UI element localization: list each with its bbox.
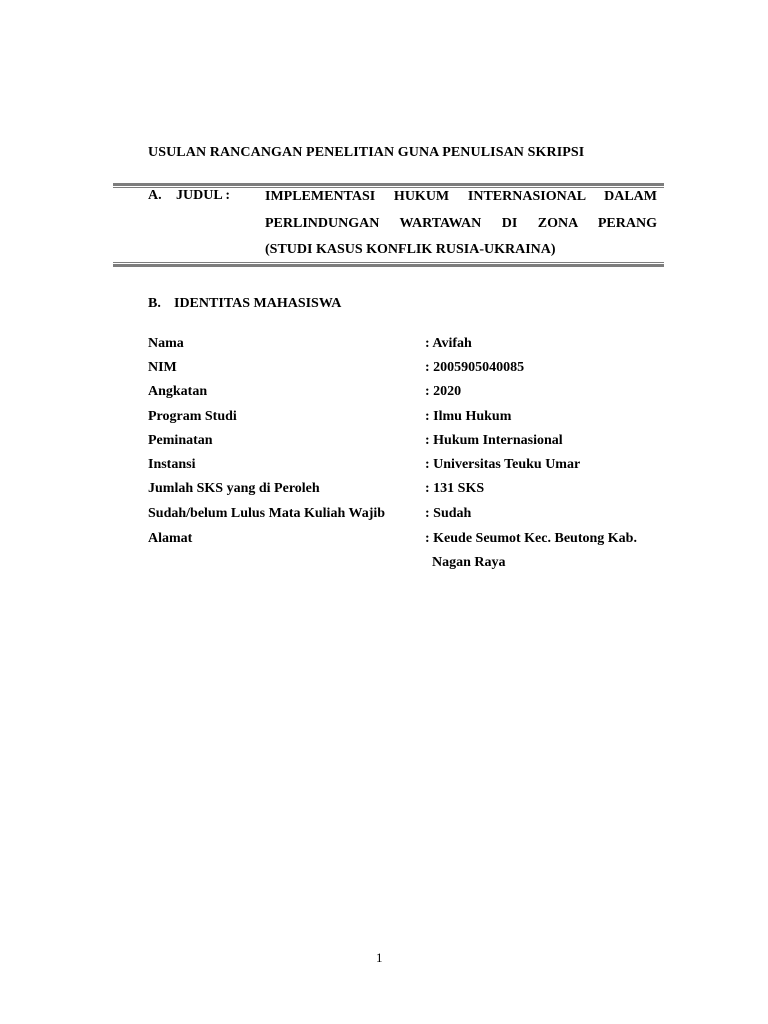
field-value: : 2020: [425, 384, 462, 400]
field-value: : Universitas Teuku Umar: [425, 456, 581, 472]
research-title-line: PERLINDUNGAN WARTAWAN DI ZONA PERANG: [265, 215, 657, 231]
field-label: Program Studi: [148, 408, 237, 424]
field-label: Alamat: [148, 531, 193, 547]
section-b-letter: B.: [148, 296, 161, 311]
research-title-line: IMPLEMENTASI HUKUM INTERNASIONAL DALAM: [265, 189, 657, 204]
rule-thin-line: [113, 262, 664, 263]
identity-row-nama: [148, 334, 658, 358]
field-value: : Sudah: [425, 506, 472, 522]
field-value: : 131 SKS: [425, 481, 485, 497]
identity-row-alamat: [148, 529, 658, 571]
field-label: Sudah/belum Lulus Mata Kuliah Wajib: [148, 506, 386, 522]
student-identity-list: [148, 334, 658, 571]
field-label: Jumlah SKS yang di Peroleh: [148, 481, 320, 497]
identity-row-program-studi: [148, 407, 658, 431]
section-b-title: IDENTITAS MAHASISWA: [174, 296, 342, 311]
identity-row-peminatan: [148, 431, 658, 455]
page-number: 1: [376, 950, 383, 965]
field-value: : 2005905040085: [425, 360, 525, 376]
identity-row-nim: [148, 358, 658, 382]
research-title: [265, 184, 657, 264]
address-line: : Keude Seumot Kec. Beutong Kab.: [425, 531, 637, 547]
section-a-label: [148, 188, 230, 204]
field-label: Nama: [148, 336, 184, 351]
title-rule-bottom: [113, 262, 664, 267]
field-label: NIM: [148, 360, 177, 376]
field-label: Angkatan: [148, 384, 208, 400]
field-value-address: [425, 529, 637, 572]
section-b-heading: [148, 296, 341, 312]
field-value: : Hukum Internasional: [425, 432, 563, 448]
judul-label: JUDUL :: [176, 188, 231, 203]
research-title-line: (STUDI KASUS KONFLIK RUSIA-UKRAINA): [265, 242, 556, 257]
field-value: : Ilmu Hukum: [425, 408, 512, 424]
field-value: : Avifah: [425, 336, 472, 351]
document-title: USULAN RANCANGAN PENELITIAN GUNA PENULISAN SKRIPSI: [148, 145, 585, 160]
field-label: Instansi: [148, 456, 196, 472]
identity-row-jumlah-sks: [148, 479, 658, 504]
rule-thick-line: [113, 264, 664, 267]
identity-row-instansi: [148, 455, 658, 479]
section-a-letter: A.: [148, 188, 162, 203]
identity-row-angkatan: [148, 382, 658, 406]
field-label: Peminatan: [148, 432, 213, 448]
identity-row-lulus-mata-kuliah: [148, 504, 658, 529]
address-line-continued: Nagan Raya: [432, 555, 506, 571]
